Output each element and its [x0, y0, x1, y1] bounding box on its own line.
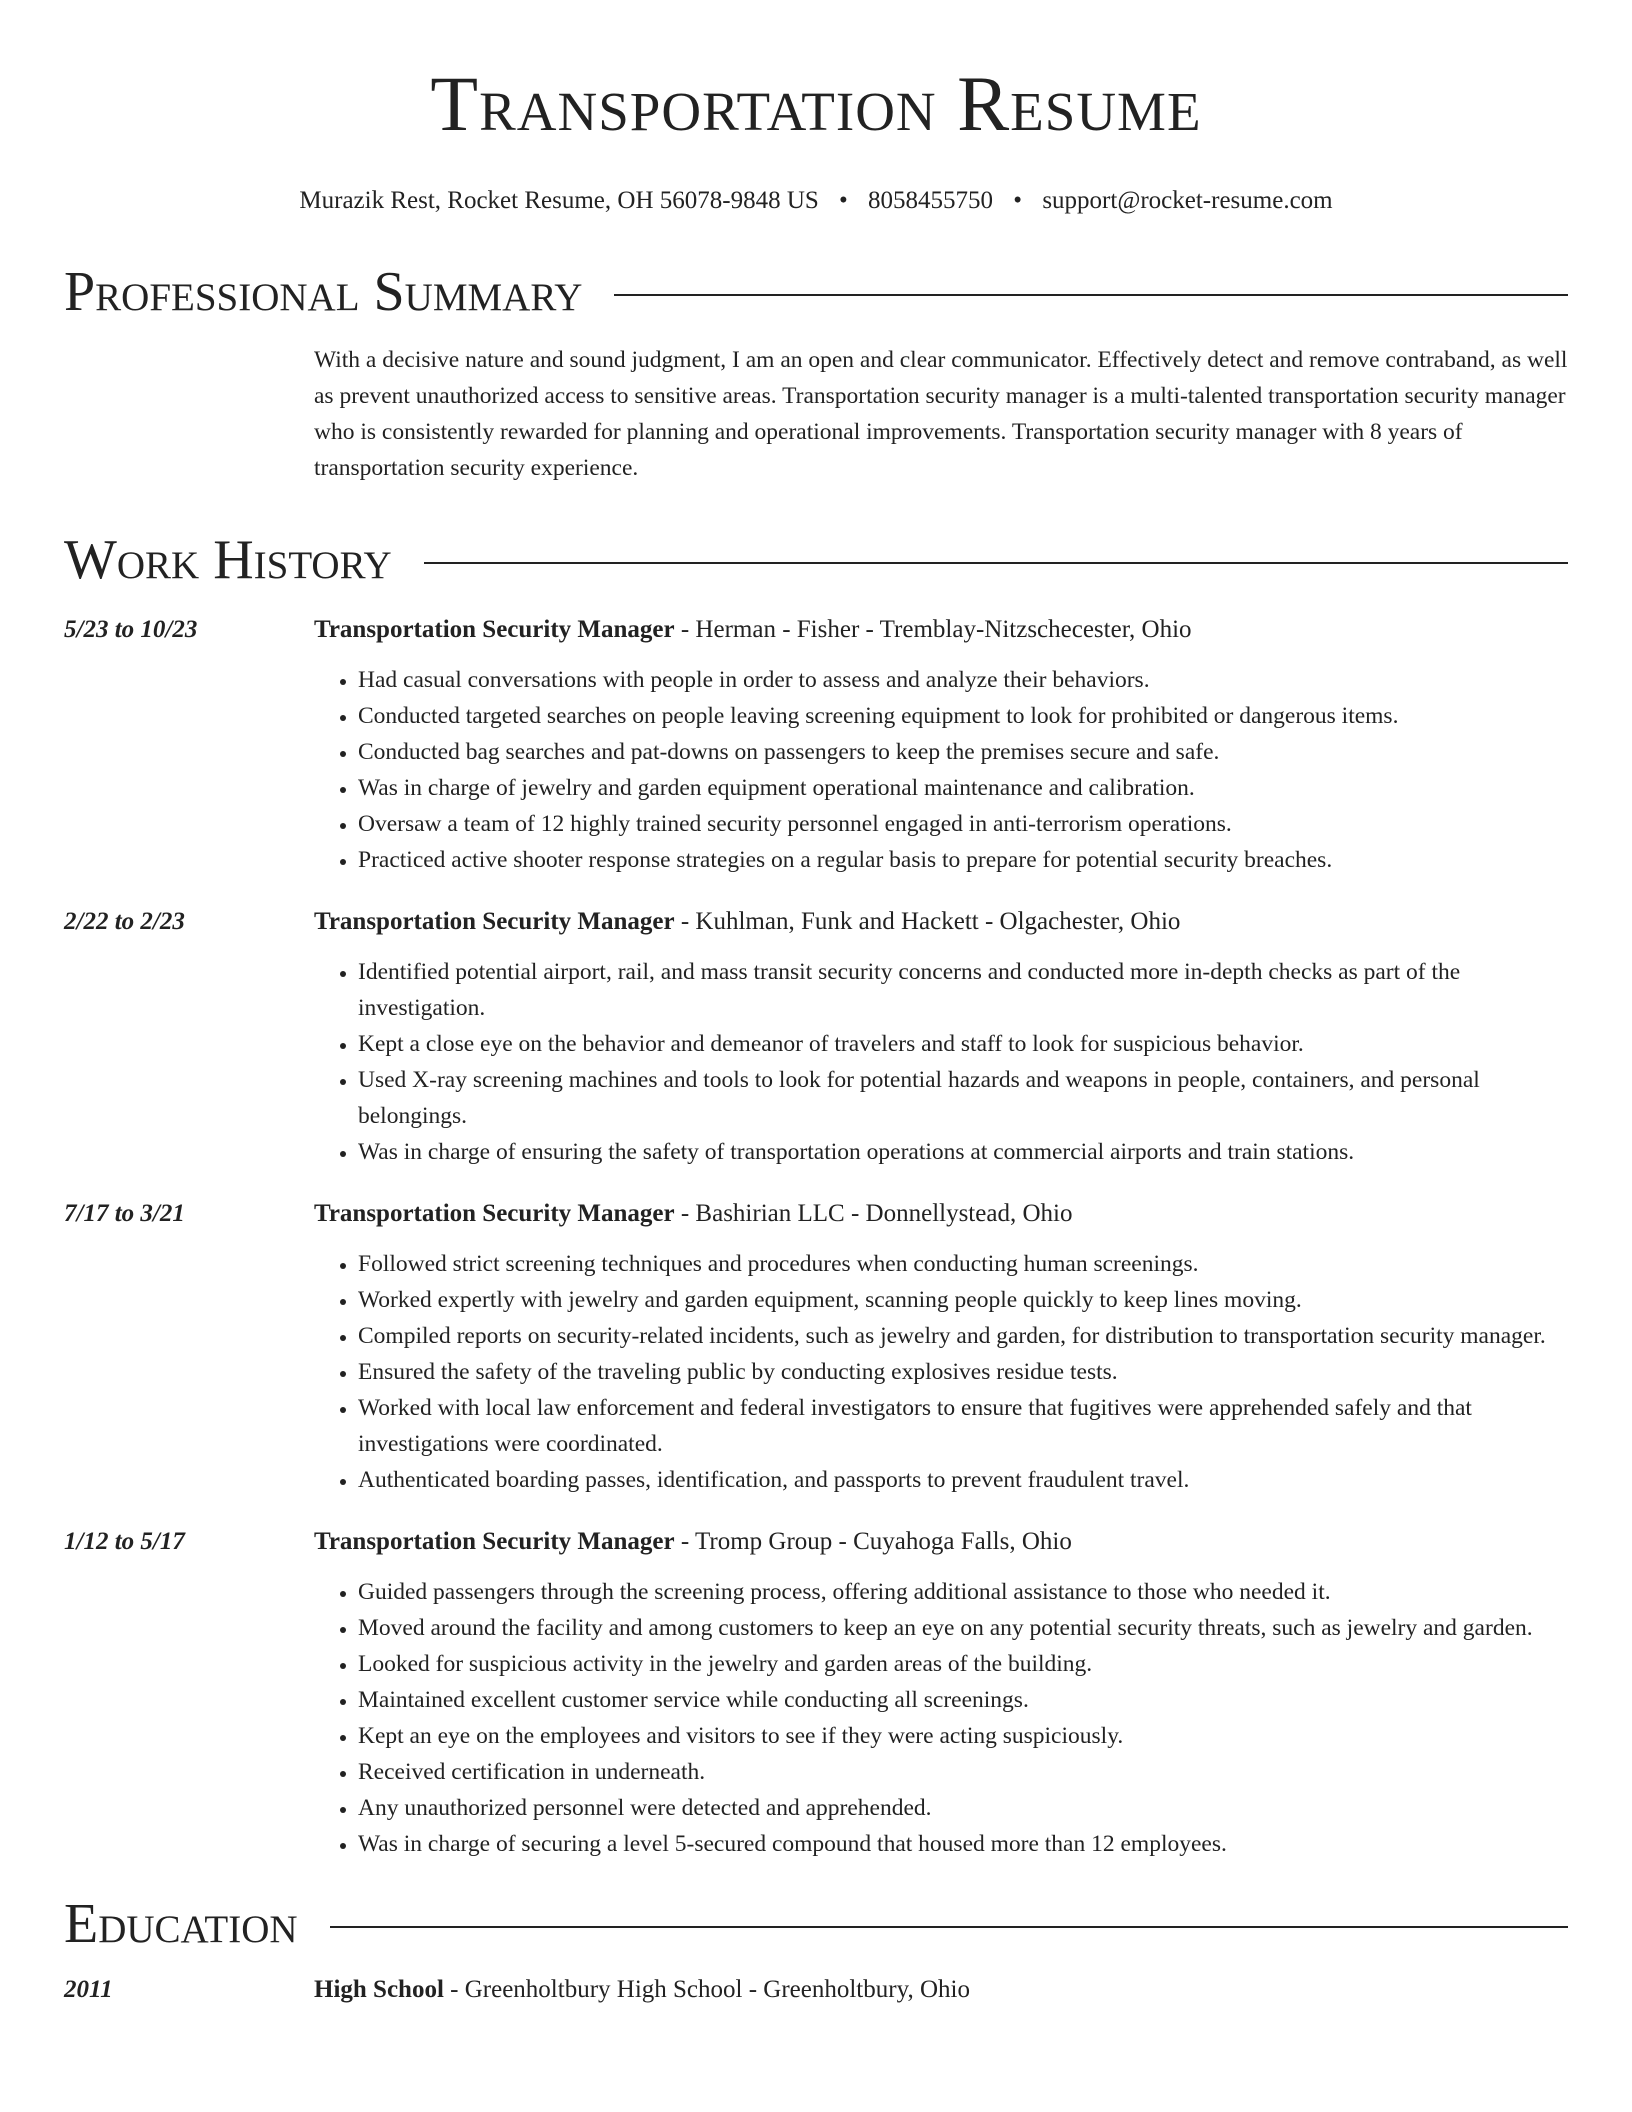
job-entry: [64, 612, 1568, 878]
job-bullet: • Worked expertly with jewelry and garden equipment, scanning people quickly to keep lines moving.: [358, 1282, 1568, 1318]
job-info: [314, 1196, 1072, 1232]
job-bullet: • Compiled reports on security-related incidents, such as jewelry and garden, for distribution to transportation security manager.: [358, 1318, 1568, 1354]
contact-separator: •: [1013, 187, 1023, 214]
job-bullet: • Worked with local law enforcement and federal investigators to ensure that fugitives were apprehended safely and that investigations were coordinated.: [358, 1390, 1568, 1462]
job-entry: [64, 904, 1568, 1170]
job-header: [64, 904, 1568, 940]
document-title: Transportation Resume: [430, 60, 1202, 147]
job-bullet: • Authenticated boarding passes, identification, and passports to prevent fraudulent travel.: [358, 1462, 1568, 1498]
job-bullets: [314, 1574, 1568, 1862]
job-employer-location: - Kuhlman, Funk and Hackett - Olgachester, Ohio: [674, 908, 1181, 935]
education-school-location: - Greenholtbury High School - Greenholtbury, Ohio: [443, 1976, 970, 2003]
job-header: [64, 1196, 1568, 1232]
education-entry: [64, 1972, 1568, 2008]
summary-text: With a decisive nature and sound judgment, I am an open and clear communicator. Effectively detect and remove contraband, as well as prevent unauthorized access to sensitive areas. Transportation security manager is a multi-talented transportation security manager who is consistently rewarded for planning and operational improvements. Transportation security manager with 8 years of transportation security experience.: [314, 347, 1568, 481]
summary-heading: Professional Summary: [64, 261, 583, 323]
job-title: Transportation Security Manager: [314, 1200, 675, 1227]
job-header: [64, 1524, 1568, 1560]
job-bullet: • Used X-ray screening machines and tools to look for potential hazards and weapons in people, containers, and personal belongings.: [358, 1062, 1568, 1134]
job-bullets: [314, 1246, 1568, 1498]
section-divider: [614, 294, 1568, 296]
job-entry: [64, 1524, 1568, 1862]
job-bullet: • Kept a close eye on the behavior and demeanor of travelers and staff to look for suspicious behavior.: [358, 1026, 1568, 1062]
work-heading: Work History: [64, 529, 392, 591]
job-bullet: • Was in charge of ensuring the safety of transportation operations at commercial airports and train stations.: [358, 1134, 1568, 1170]
job-info: [314, 612, 1192, 648]
job-bullet: • Had casual conversations with people in order to assess and analyze their behaviors.: [358, 662, 1568, 698]
job-info: [314, 1524, 1072, 1560]
section-divider: [330, 1926, 1568, 1928]
job-bullet: • Ensured the safety of the traveling public by conducting explosives residue tests.: [358, 1354, 1568, 1390]
job-header: [64, 612, 1568, 648]
job-bullet: • Looked for suspicious activity in the jewelry and garden areas of the building.: [358, 1646, 1568, 1682]
job-bullet: • Was in charge of jewelry and garden equipment operational maintenance and calibration.: [358, 770, 1568, 806]
contact-email: support@rocket-resume.com: [1042, 187, 1333, 214]
job-info: [314, 904, 1180, 940]
job-bullet: • Maintained excellent customer service while conducting all screenings.: [358, 1682, 1568, 1718]
job-bullet: • Conducted bag searches and pat-downs on passengers to keep the premises secure and safe.: [358, 734, 1568, 770]
education-list: [64, 1972, 1568, 2008]
job-dates: 1/12 to 5/17: [64, 1528, 185, 1555]
contact-address: Murazik Rest, Rocket Resume, OH 56078-9848 US: [299, 187, 819, 214]
job-bullet: • Was in charge of securing a level 5-secured compound that housed more than 12 employees.: [358, 1826, 1568, 1862]
education-info: [314, 1972, 970, 2008]
job-bullet: • Received certification in underneath.: [358, 1754, 1568, 1790]
job-title: Transportation Security Manager: [314, 908, 675, 935]
job-dates: 2/22 to 2/23: [64, 908, 185, 935]
job-bullet: • Kept an eye on the employees and visitors to see if they were acting suspiciously.: [358, 1718, 1568, 1754]
job-bullet: • Any unauthorized personnel were detected and apprehended.: [358, 1790, 1568, 1826]
job-bullet: • Identified potential airport, rail, and mass transit security concerns and conducted more in-depth checks as part of the investigation.: [358, 954, 1568, 1026]
section-divider: [424, 562, 1568, 564]
job-bullet: • Practiced active shooter response strategies on a regular basis to prepare for potential security breaches.: [358, 842, 1568, 878]
job-bullet: • Guided passengers through the screening process, offering additional assistance to those who needed it.: [358, 1574, 1568, 1610]
job-bullets: [314, 954, 1568, 1170]
contact-separator: •: [839, 187, 848, 214]
work-history-list: [64, 612, 1568, 1862]
job-dates: 5/23 to 10/23: [64, 616, 198, 643]
job-title: Transportation Security Manager: [314, 616, 675, 643]
job-bullet: • Moved around the facility and among customers to keep an eye on any potential security threats, such as jewelry and garden.: [358, 1610, 1568, 1646]
job-bullets: [314, 662, 1568, 878]
job-entry: [64, 1196, 1568, 1498]
education-heading: Education: [64, 1893, 298, 1955]
job-employer-location: - Herman - Fisher - Tremblay-Nitzschecester, Ohio: [674, 616, 1192, 643]
job-employer-location: - Bashirian LLC - Donnellystead, Ohio: [674, 1200, 1073, 1227]
education-section-heading: [64, 1892, 1568, 1956]
job-employer-location: - Tromp Group - Cuyahoga Falls, Ohio: [674, 1528, 1072, 1555]
job-dates: 7/17 to 3/21: [64, 1200, 185, 1227]
job-bullet: • Followed strict screening techniques and procedures when conducting human screenings.: [358, 1246, 1568, 1282]
contact-line: [64, 184, 1568, 218]
education-degree: High School: [314, 1976, 444, 2003]
summary-section-heading: [64, 260, 1568, 324]
job-bullet: • Oversaw a team of 12 highly trained security personnel engaged in anti-terrorism operations.: [358, 806, 1568, 842]
job-bullet: • Conducted targeted searches on people leaving screening equipment to look for prohibited or dangerous items.: [358, 698, 1568, 734]
job-title: Transportation Security Manager: [314, 1528, 675, 1555]
education-year: 2011: [64, 1976, 113, 2003]
contact-phone: 8058455750: [868, 187, 994, 214]
work-section-heading: [64, 528, 1568, 592]
